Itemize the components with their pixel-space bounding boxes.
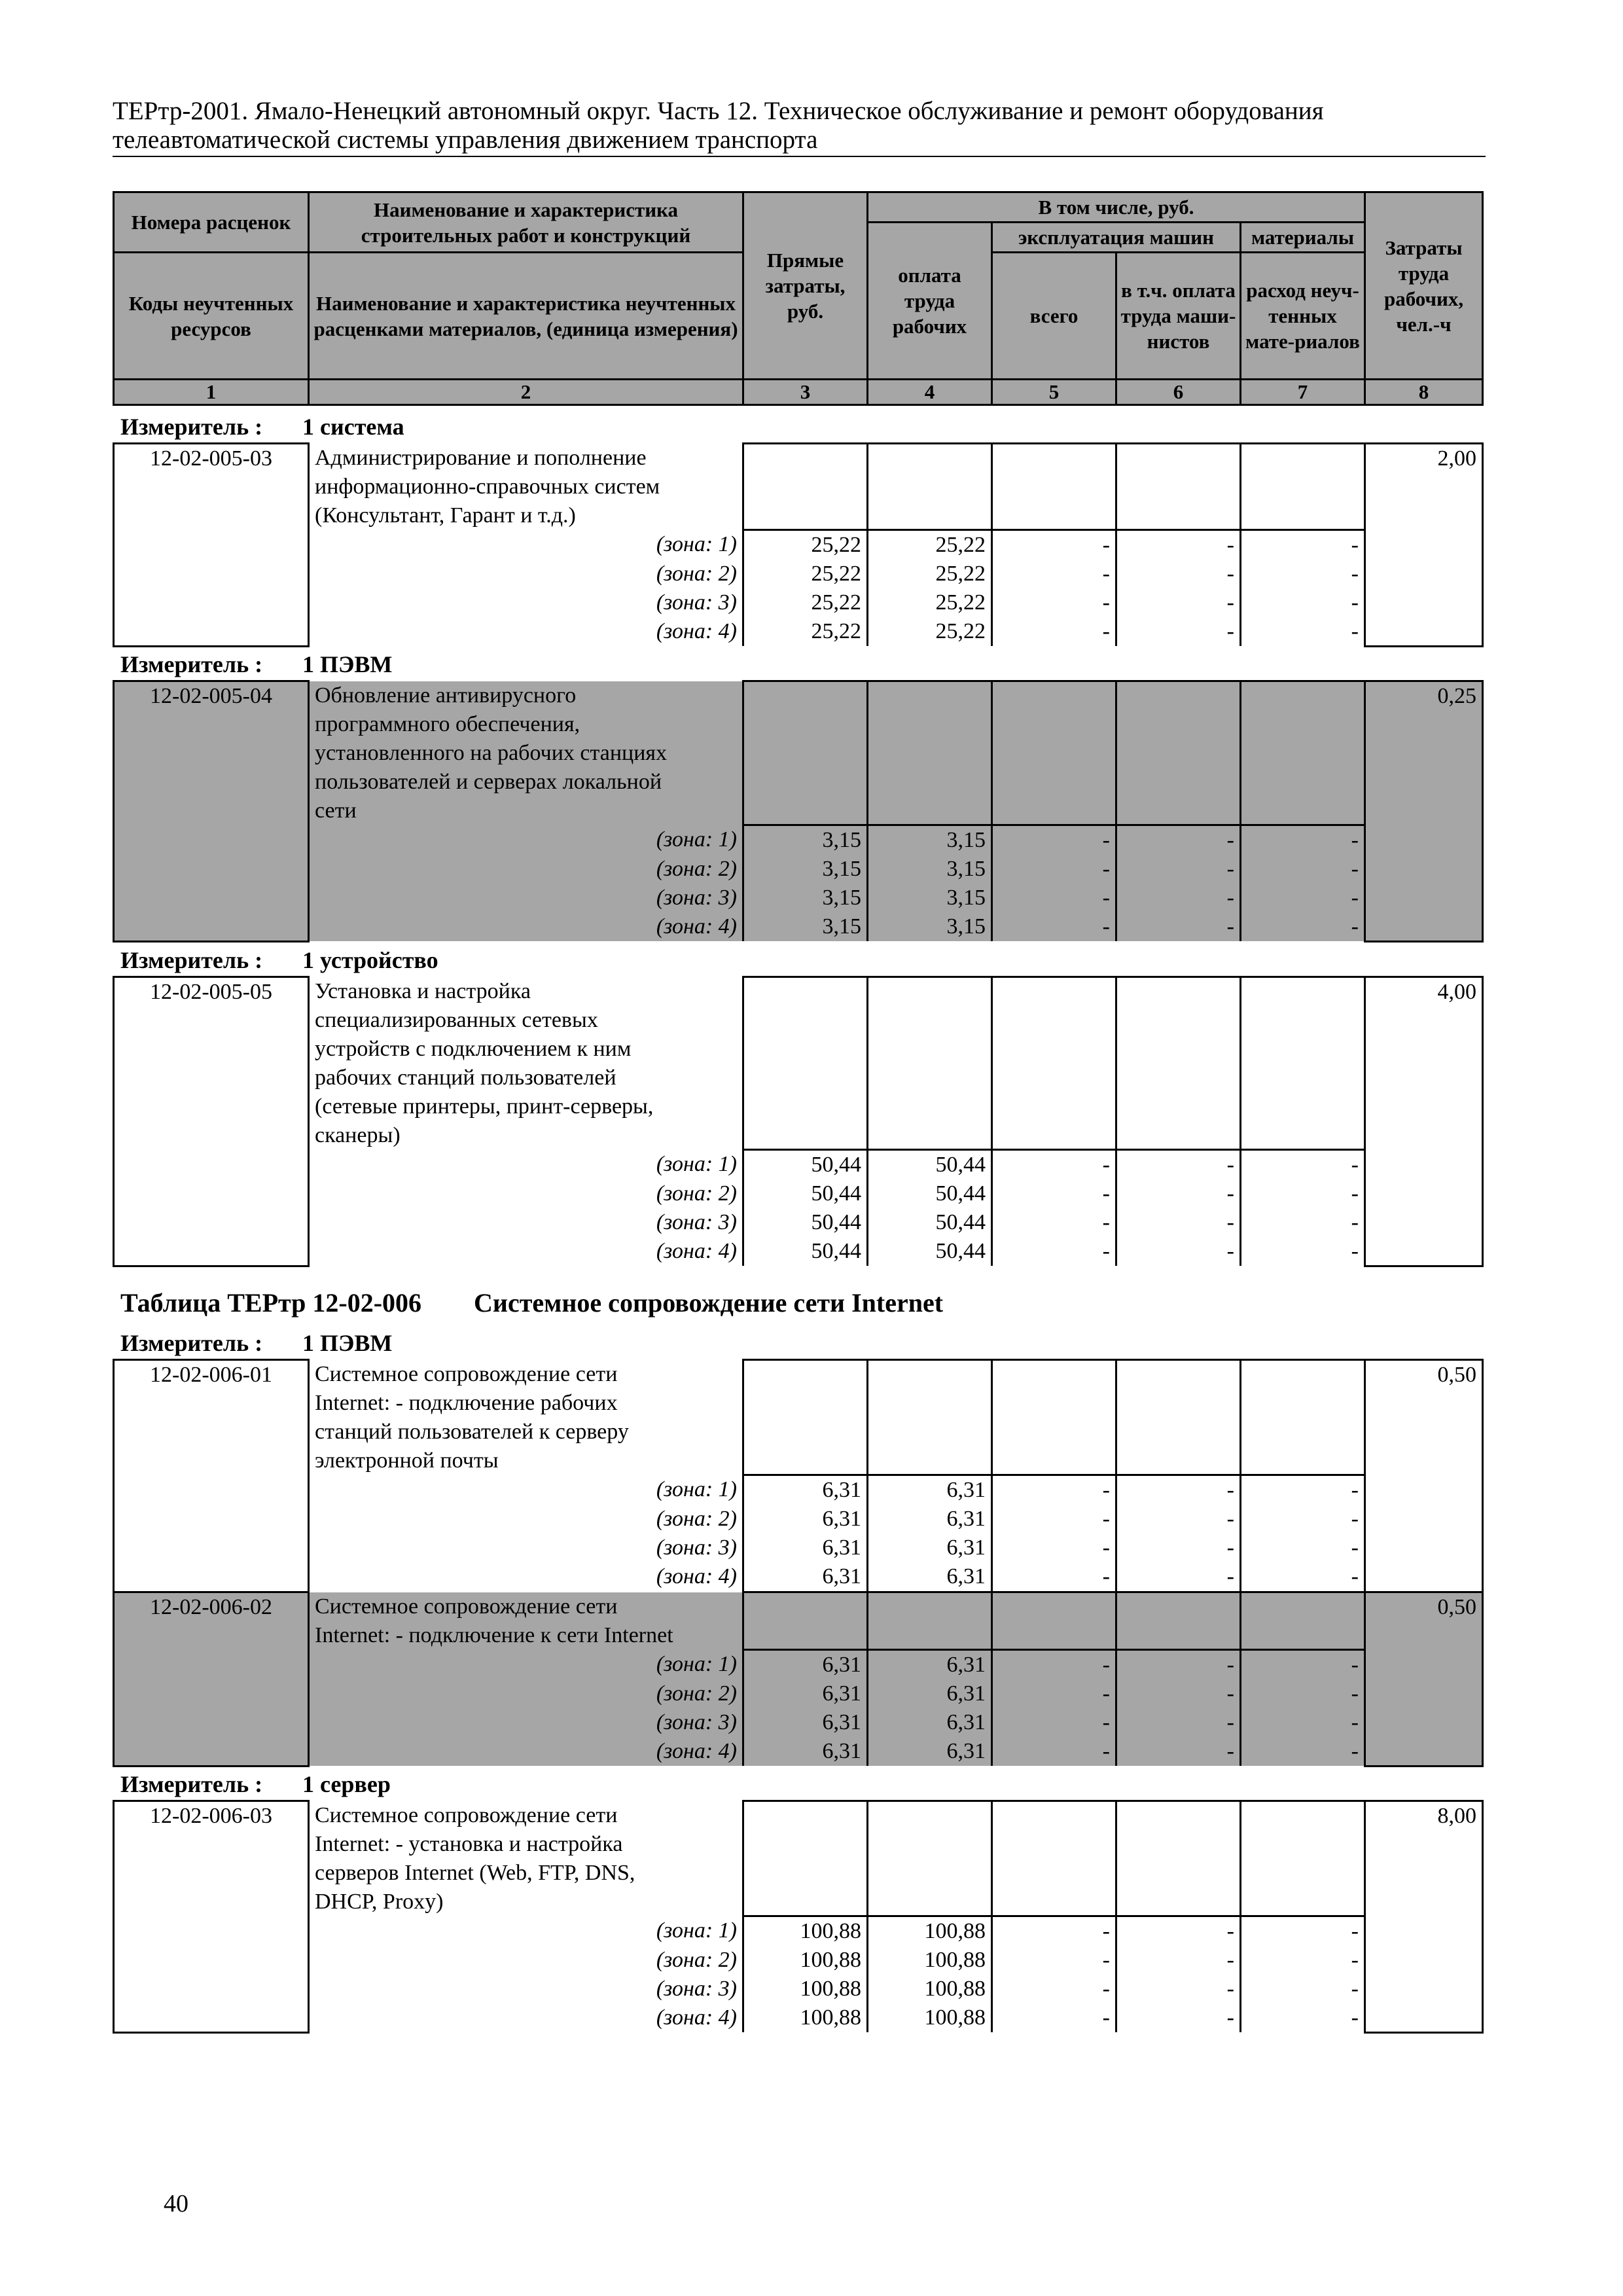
header-worker-pay: оплата труда рабочих [868,223,992,380]
measure-caption: Измеритель : [120,1330,263,1356]
worker-pay: 3,15 [868,825,992,855]
machinist-pay: - [1116,1679,1241,1708]
measure-caption: Измеритель : [120,651,263,677]
empty-cell [1116,1360,1241,1475]
rate-name-line: Системное сопровождение сети [309,1360,743,1389]
rate-row [114,444,1483,647]
measure-value: 1 ПЭВМ [302,1330,393,1356]
empty-cell [1241,444,1365,530]
zone-label: (зона: 2) [309,1505,743,1534]
machinist-pay: - [1116,1650,1241,1680]
machine-total: - [992,560,1116,588]
empty-cell [992,681,1116,825]
labor-costs: 0,50 [1365,1592,1483,1767]
header-labor-costs: Затраты труда рабочих, чел.-ч [1365,192,1483,380]
direct-costs: 6,31 [743,1650,868,1680]
materials-consumption: - [1241,1534,1365,1562]
rate-name-line: пользователей и серверах локальной [309,768,743,797]
rate-row [114,977,1483,1266]
empty-cell [1241,1592,1365,1650]
measure-label [120,412,404,441]
measure-value: 1 сервер [302,1771,391,1797]
materials-consumption: - [1241,884,1365,912]
zone-label: (зона: 4) [309,617,743,646]
rate-code: 12-02-005-05 [114,977,309,1266]
direct-costs: 100,88 [743,1975,868,2003]
empty-cell [743,681,868,825]
empty-cell [1116,444,1241,530]
machinist-pay: - [1116,2003,1241,2032]
worker-pay: 25,22 [868,530,992,560]
rate-name-line: информационно-справочных систем [309,473,743,501]
direct-costs: 100,88 [743,2003,868,2032]
materials-consumption: - [1241,855,1365,884]
column-number: 7 [1241,380,1365,405]
rate-row [114,1801,1483,2033]
rate-name-line: станций пользователей к серверу [309,1418,743,1446]
empty-cell [1241,1360,1365,1475]
zone-label: (зона: 3) [309,1975,743,2003]
rate-name-line: Internet: - установка и настройка [309,1830,743,1859]
machine-total: - [992,1679,1116,1708]
direct-costs: 100,88 [743,1916,868,1946]
empty-cell [868,1801,992,1916]
worker-pay: 6,31 [868,1679,992,1708]
empty-cell [1116,977,1241,1150]
machinist-pay: - [1116,1946,1241,1975]
machine-total: - [992,825,1116,855]
worker-pay: 50,44 [868,1150,992,1180]
direct-costs: 3,15 [743,884,868,912]
worker-pay: 50,44 [868,1208,992,1237]
direct-costs: 6,31 [743,1562,868,1592]
direct-costs: 50,44 [743,1179,868,1208]
rate-code: 12-02-006-01 [114,1360,309,1592]
empty-cell [1241,977,1365,1150]
rate-name-line: специализированных сетевых [309,1006,743,1035]
empty-cell [868,977,992,1150]
machine-total: - [992,855,1116,884]
worker-pay: 3,15 [868,884,992,912]
measure-caption: Измеритель : [120,947,263,973]
rate-row [114,681,1483,942]
labor-costs: 0,50 [1365,1360,1483,1592]
empty-cell [743,1592,868,1650]
zone-label: (зона: 4) [309,1562,743,1592]
zone-label: (зона: 2) [309,560,743,588]
zone-label: (зона: 3) [309,884,743,912]
table-title-name: Системное сопровождение сети Internet [474,1288,944,1318]
empty-cell [1116,1801,1241,1916]
machinist-pay: - [1116,1975,1241,2003]
rate-code: 12-02-005-04 [114,681,309,942]
machine-total: - [992,1737,1116,1766]
machine-total: - [992,1179,1116,1208]
rate-name-line: сети [309,797,743,825]
worker-pay: 25,22 [868,588,992,617]
direct-costs: 25,22 [743,617,868,646]
worker-pay: 50,44 [868,1237,992,1266]
rate-name-line: Internet: - подключение рабочих [309,1389,743,1418]
rate-name-line: программного обеспечения, [309,710,743,739]
rate-table [113,976,1484,1267]
materials-consumption: - [1241,588,1365,617]
header-materials: материалы [1241,223,1365,253]
zone-label: (зона: 1) [309,1916,743,1946]
page-header [113,97,1486,157]
rate-name-line: Системное сопровождение сети [309,1801,743,1830]
direct-costs: 50,44 [743,1237,868,1266]
materials-consumption: - [1241,2003,1365,2032]
zone-label: (зона: 4) [309,1737,743,1766]
zone-label: (зона: 2) [309,1179,743,1208]
machinist-pay: - [1116,1475,1241,1505]
materials-consumption: - [1241,1916,1365,1946]
header-rate-numbers: Номера расценок [114,192,309,253]
machine-total: - [992,588,1116,617]
materials-consumption: - [1241,530,1365,560]
rate-code: 12-02-006-03 [114,1801,309,2033]
column-number: 4 [868,380,992,405]
empty-cell [868,444,992,530]
rate-name-line: Internet: - подключение к сети Internet [309,1621,743,1650]
machine-total: - [992,1208,1116,1237]
direct-costs: 3,15 [743,825,868,855]
machinist-pay: - [1116,1237,1241,1266]
materials-consumption: - [1241,1475,1365,1505]
rate-name-line: устройств с подключением к ним [309,1035,743,1064]
rate-table [113,1800,1484,2034]
rate-row [114,1360,1483,1592]
rate-name-line: сканеры) [309,1121,743,1150]
header-line-1: ТЕРтр-2001. Ямало-Ненецкий автономный округ. Часть 12. Техническое обслуживание и ремонт оборудования [113,97,1324,125]
materials-consumption: - [1241,560,1365,588]
machine-total: - [992,1975,1116,2003]
machine-total: - [992,530,1116,560]
machinist-pay: - [1116,825,1241,855]
machine-total: - [992,617,1116,646]
materials-consumption: - [1241,1208,1365,1237]
rate-name-line: электронной почты [309,1446,743,1475]
machine-total: - [992,1534,1116,1562]
worker-pay: 3,15 [868,912,992,941]
direct-costs: 25,22 [743,560,868,588]
direct-costs: 25,22 [743,588,868,617]
column-number: 8 [1365,380,1483,405]
machine-total: - [992,1916,1116,1946]
direct-costs: 50,44 [743,1150,868,1180]
empty-cell [992,1592,1116,1650]
zone-label: (зона: 2) [309,855,743,884]
machinist-pay: - [1116,1150,1241,1180]
zone-label: (зона: 1) [309,1475,743,1505]
zone-label: (зона: 1) [309,530,743,560]
machinist-pay: - [1116,617,1241,646]
table-title-code: Таблица ТЕРтр 12-02-006 [120,1288,422,1318]
materials-consumption: - [1241,825,1365,855]
measure-label [120,650,393,679]
empty-cell [868,1360,992,1475]
header-machinist-pay: в т.ч. оплата труда маши-нистов [1116,253,1241,380]
worker-pay: 25,22 [868,560,992,588]
worker-pay: 100,88 [868,1975,992,2003]
machinist-pay: - [1116,912,1241,941]
empty-cell [992,1360,1116,1475]
rate-name-line: рабочих станций пользователей [309,1064,743,1092]
zone-label: (зона: 4) [309,912,743,941]
direct-costs: 6,31 [743,1505,868,1534]
rate-name-line: Обновление антивирусного [309,681,743,710]
header-incl: В том числе, руб. [868,192,1365,223]
worker-pay: 6,31 [868,1534,992,1562]
machinist-pay: - [1116,588,1241,617]
direct-costs: 3,15 [743,855,868,884]
empty-cell [1116,1592,1241,1650]
direct-costs: 6,31 [743,1737,868,1766]
empty-cell [743,1360,868,1475]
machine-total: - [992,2003,1116,2032]
rate-table [113,1359,1484,1767]
machinist-pay: - [1116,855,1241,884]
worker-pay: 100,88 [868,1946,992,1975]
zone-label: (зона: 3) [309,1534,743,1562]
header-line-2: телеавтоматической системы управления движением транспорта [113,126,818,154]
direct-costs: 3,15 [743,912,868,941]
worker-pay: 6,31 [868,1562,992,1592]
machine-total: - [992,884,1116,912]
rate-table [113,680,1484,942]
zone-label: (зона: 2) [309,1946,743,1975]
machinist-pay: - [1116,1505,1241,1534]
header-unaccounted-materials: расход неуч-тенных мате-риалов [1241,253,1365,380]
measure-value: 1 устройство [302,947,438,973]
worker-pay: 6,31 [868,1650,992,1680]
zone-label: (зона: 3) [309,1208,743,1237]
materials-consumption: - [1241,617,1365,646]
direct-costs: 6,31 [743,1679,868,1708]
machine-total: - [992,1562,1116,1592]
materials-consumption: - [1241,1650,1365,1680]
rate-name-line: Системное сопровождение сети [309,1592,743,1621]
rate-name-line: DHCP, Proxy) [309,1888,743,1916]
header-work-name: Наименование и характеристика строительных работ и конструкций [309,192,743,253]
header-direct-costs: Прямые затраты, руб. [743,192,868,380]
empty-cell [992,1801,1116,1916]
header-machine-operation: эксплуатация машин [992,223,1241,253]
zone-label: (зона: 2) [309,1679,743,1708]
machinist-pay: - [1116,530,1241,560]
rate-name-line: Установка и настройка [309,977,743,1006]
zone-label: (зона: 3) [309,588,743,617]
empty-cell [868,681,992,825]
column-number: 3 [743,380,868,405]
worker-pay: 3,15 [868,855,992,884]
machine-total: - [992,1505,1116,1534]
empty-cell [868,1592,992,1650]
zone-label: (зона: 3) [309,1708,743,1737]
machinist-pay: - [1116,1916,1241,1946]
direct-costs: 6,31 [743,1534,868,1562]
machinist-pay: - [1116,1708,1241,1737]
direct-costs: 50,44 [743,1208,868,1237]
machinist-pay: - [1116,1208,1241,1237]
machine-total: - [992,912,1116,941]
machinist-pay: - [1116,1179,1241,1208]
column-number: 2 [309,380,743,405]
machinist-pay: - [1116,884,1241,912]
empty-cell [743,1801,868,1916]
worker-pay: 50,44 [868,1179,992,1208]
materials-consumption: - [1241,1505,1365,1534]
page-number: 40 [164,2190,188,2217]
empty-cell [1241,681,1365,825]
zone-label: (зона: 1) [309,1150,743,1180]
materials-consumption: - [1241,1975,1365,2003]
direct-costs: 100,88 [743,1946,868,1975]
worker-pay: 6,31 [868,1737,992,1766]
machinist-pay: - [1116,1562,1241,1592]
worker-pay: 100,88 [868,2003,992,2032]
column-header-table [113,191,1484,406]
materials-consumption: - [1241,1708,1365,1737]
zone-label: (зона: 1) [309,825,743,855]
zone-label: (зона: 4) [309,1237,743,1266]
rate-name-line: (сетевые принтеры, принт-серверы, [309,1092,743,1121]
table-title [120,1287,943,1319]
empty-cell [743,977,868,1150]
worker-pay: 6,31 [868,1475,992,1505]
measure-caption: Измеритель : [120,1771,263,1797]
materials-consumption: - [1241,1237,1365,1266]
direct-costs: 6,31 [743,1708,868,1737]
materials-consumption: - [1241,912,1365,941]
measure-value: 1 ПЭВМ [302,651,393,677]
empty-cell [992,444,1116,530]
zone-label: (зона: 1) [309,1650,743,1680]
materials-consumption: - [1241,1946,1365,1975]
zone-label: (зона: 4) [309,2003,743,2032]
rate-row [114,1592,1483,1767]
materials-consumption: - [1241,1679,1365,1708]
measure-label [120,1329,393,1357]
labor-costs: 0,25 [1365,681,1483,942]
labor-costs: 4,00 [1365,977,1483,1266]
machinist-pay: - [1116,1737,1241,1766]
empty-cell [992,977,1116,1150]
header-total: всего [992,253,1116,380]
measure-value: 1 система [302,414,404,440]
materials-consumption: - [1241,1179,1365,1208]
header-resource-codes: Коды неучтенных ресурсов [114,253,309,380]
machine-total: - [992,1650,1116,1680]
worker-pay: 100,88 [868,1916,992,1946]
machinist-pay: - [1116,560,1241,588]
column-number: 1 [114,380,309,405]
empty-cell [1241,1801,1365,1916]
rate-name-line: серверов Internet (Web, FTP, DNS, [309,1859,743,1888]
materials-consumption: - [1241,1737,1365,1766]
materials-consumption: - [1241,1562,1365,1592]
worker-pay: 6,31 [868,1505,992,1534]
measure-caption: Измеритель : [120,414,263,440]
rate-name-line: установленного на рабочих станциях [309,739,743,768]
measure-label [120,946,438,975]
labor-costs: 2,00 [1365,444,1483,647]
rate-name-line: Администрирование и пополнение [309,444,743,473]
direct-costs: 6,31 [743,1475,868,1505]
machine-total: - [992,1150,1116,1180]
machinist-pay: - [1116,1534,1241,1562]
machine-total: - [992,1708,1116,1737]
measure-label [120,1770,391,1799]
empty-cell [743,444,868,530]
machine-total: - [992,1475,1116,1505]
rate-code: 12-02-005-03 [114,444,309,647]
machine-total: - [992,1237,1116,1266]
worker-pay: 6,31 [868,1708,992,1737]
column-number: 6 [1116,380,1241,405]
worker-pay: 25,22 [868,617,992,646]
rate-code: 12-02-006-02 [114,1592,309,1767]
rate-table [113,442,1484,647]
machine-total: - [992,1946,1116,1975]
header-materials-name: Наименование и характеристика неучтенных расценками материалов, (единица измерения) [309,253,743,380]
empty-cell [1116,681,1241,825]
direct-costs: 25,22 [743,530,868,560]
rate-name-line: (Консультант, Гарант и т.д.) [309,501,743,530]
labor-costs: 8,00 [1365,1801,1483,2033]
materials-consumption: - [1241,1150,1365,1180]
column-number: 5 [992,380,1116,405]
